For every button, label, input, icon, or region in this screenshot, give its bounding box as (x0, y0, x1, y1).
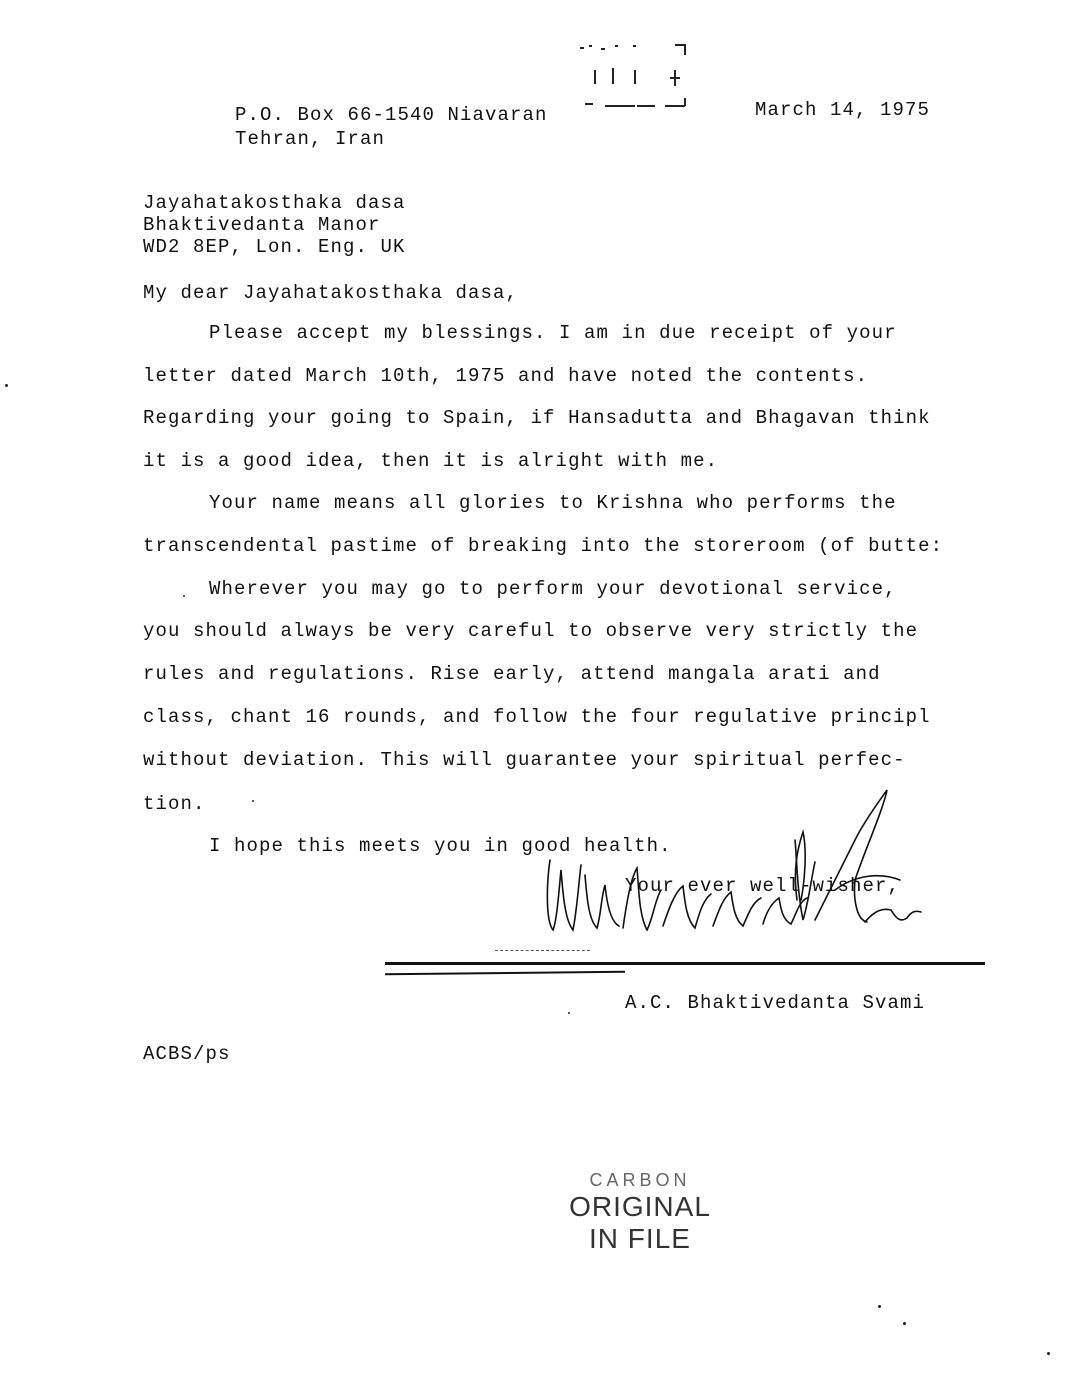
sender-address-line-1: P.O. Box 66-1540 Niavaran (235, 104, 548, 126)
body-line: Your name means all glories to Krishna who performs the (209, 492, 897, 514)
body-line: Wherever you may go to perform your devotional service, (209, 578, 897, 600)
speck (183, 595, 185, 597)
signature-dash (495, 950, 590, 951)
stamp-line-3: IN FILE (589, 1223, 691, 1254)
stamp-line-1: CARBON (589, 1170, 691, 1190)
body-line: without deviation. This will guarantee your spiritual perfec- (143, 749, 906, 771)
body-line: Please accept my blessings. I am in due receipt of your (209, 322, 897, 344)
body-line: Regarding your going to Spain, if Hansadutta and Bhagavan think (143, 407, 931, 429)
speck (252, 800, 254, 802)
signatory-name: A.C. Bhaktivedanta Svami (625, 992, 926, 1014)
body-line: it is a good idea, then it is alright with me. (143, 450, 719, 472)
stamp-line-2: ORIGINAL (569, 1191, 711, 1222)
carbon-original-stamp (540, 1170, 740, 1255)
body-line: I hope this meets you in good health. (209, 835, 672, 857)
letter-date: March 14, 1975 (755, 99, 931, 121)
body-line: tion. (143, 793, 206, 815)
speck (878, 1305, 881, 1308)
sender-address-line-2: Tehran, Iran (235, 128, 386, 150)
salutation: My dear Jayahatakosthaka dasa, (143, 282, 519, 304)
recipient-name: Jayahatakosthaka dasa (143, 192, 406, 214)
body-line: letter dated March 10th, 1975 and have noted the contents. (143, 365, 869, 387)
closing: Your ever well-wisher, (625, 875, 901, 897)
speck (1047, 1352, 1050, 1355)
speck (903, 1322, 906, 1325)
body-line: you should always be very careful to observe very strictly the (143, 620, 919, 642)
recipient-address-line-1: Bhaktivedanta Manor (143, 214, 381, 236)
handwritten-signature (535, 780, 935, 955)
signature-line (385, 962, 985, 965)
body-line: rules and regulations. Rise early, attend mangala arati and (143, 663, 881, 685)
body-line: class, chant 16 rounds, and follow the four regulative principl (143, 706, 931, 728)
stamp-mark (575, 40, 695, 115)
recipient-address-line-2: WD2 8EP, Lon. Eng. UK (143, 236, 406, 258)
signature-line-underscore (385, 971, 625, 976)
speck (568, 1012, 570, 1014)
speck (5, 384, 8, 387)
reference-initials: ACBS/ps (143, 1043, 231, 1065)
body-line: transcendental pastime of breaking into the storeroom (of butte: (143, 535, 944, 557)
